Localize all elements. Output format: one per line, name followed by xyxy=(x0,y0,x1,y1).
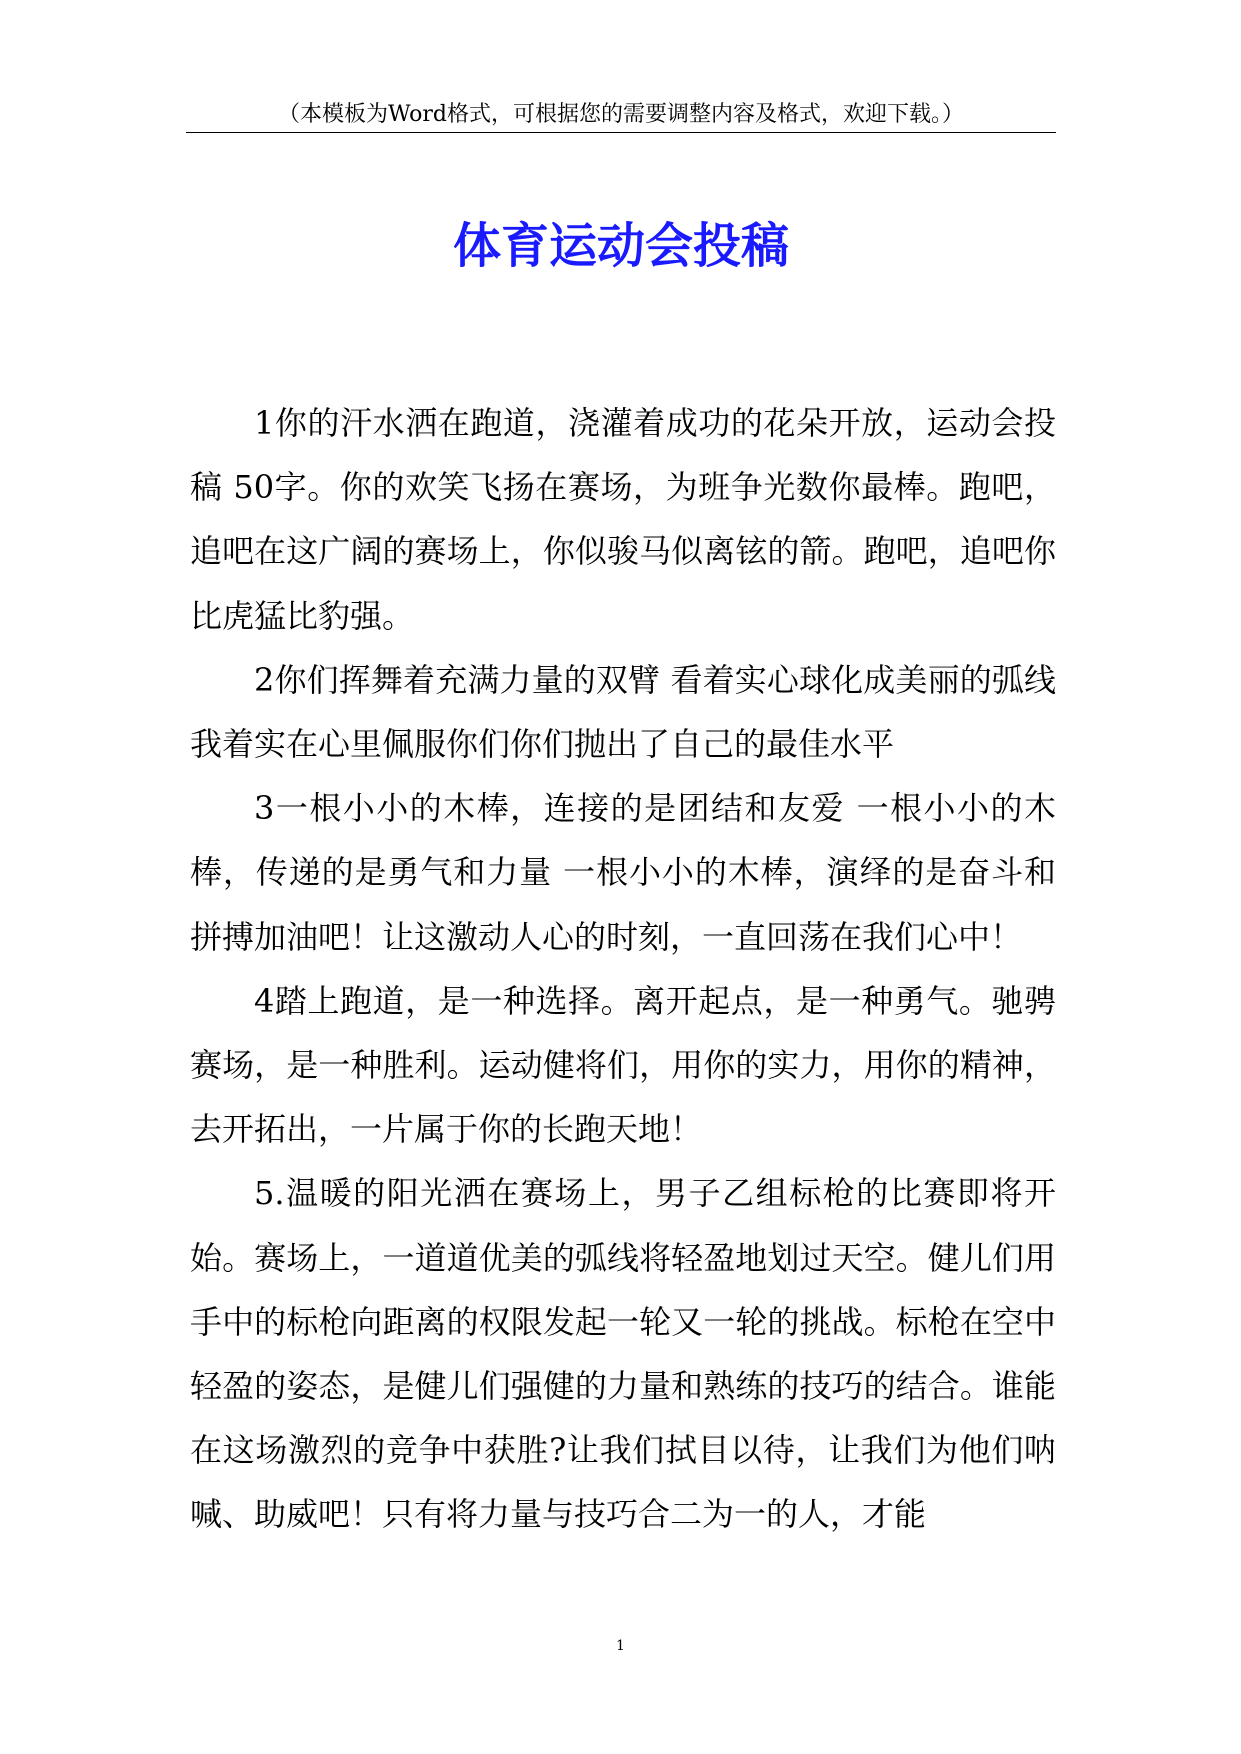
paragraph-4: 4踏上跑道，是一种选择。离开起点，是一种勇气。驰骋赛场，是一种胜利。运动健将们，用你的实力，用你的精神，去开拓出，一片属于你的长跑天地！ xyxy=(190,981,1056,1149)
page-number: 1 xyxy=(616,1638,625,1654)
document-body xyxy=(190,391,1056,1547)
paragraph-3: 3一根小小的木棒，连接的是团结和友爱 一根小小的木棒，传递的是勇气和力量 一根小小的木棒，演绎的是奋斗和拼搏加油吧！让这激动人心的时刻，一直回荡在我们心中！ xyxy=(190,789,1056,956)
header-divider xyxy=(186,132,1056,133)
paragraph-1: 1你的汗水洒在跑道，浇灌着成功的花朵开放，运动会投稿 50字。你的欢笑飞扬在赛场，为班争光数你最棒。跑吧，追吧在这广阔的赛场上，你似骏马似离铉的箭。跑吧，追吧你比虎猛比豹强。 xyxy=(190,404,1056,635)
document-title: 体育运动会投稿 xyxy=(452,218,789,274)
paragraph-2: 2你们挥舞着充满力量的双臂 看着实心球化成美丽的弧线 我着实在心里佩服你们你们抛出了自己的最佳水平 xyxy=(190,660,1056,764)
header-note: （本模板为Word格式，可根据您的需要调整内容及格式，欢迎下载。） xyxy=(278,102,964,127)
paragraph-5: 5.温暖的阳光洒在赛场上，男子乙组标枪的比赛即将开始。赛场上，一道道优美的弧线将轻盈地划过天空。健儿们用手中的标枪向距离的权限发起一轮又一轮的挑战。标枪在空中轻盈的姿态，是健儿们强健的力量和熟练的技巧的结合。谁能在这场激烈的竞争中获胜?让我们拭目以待，让我们为他们呐喊、助威吧！只有将力量与技巧合二为一的人，才能 xyxy=(190,1174,1056,1534)
